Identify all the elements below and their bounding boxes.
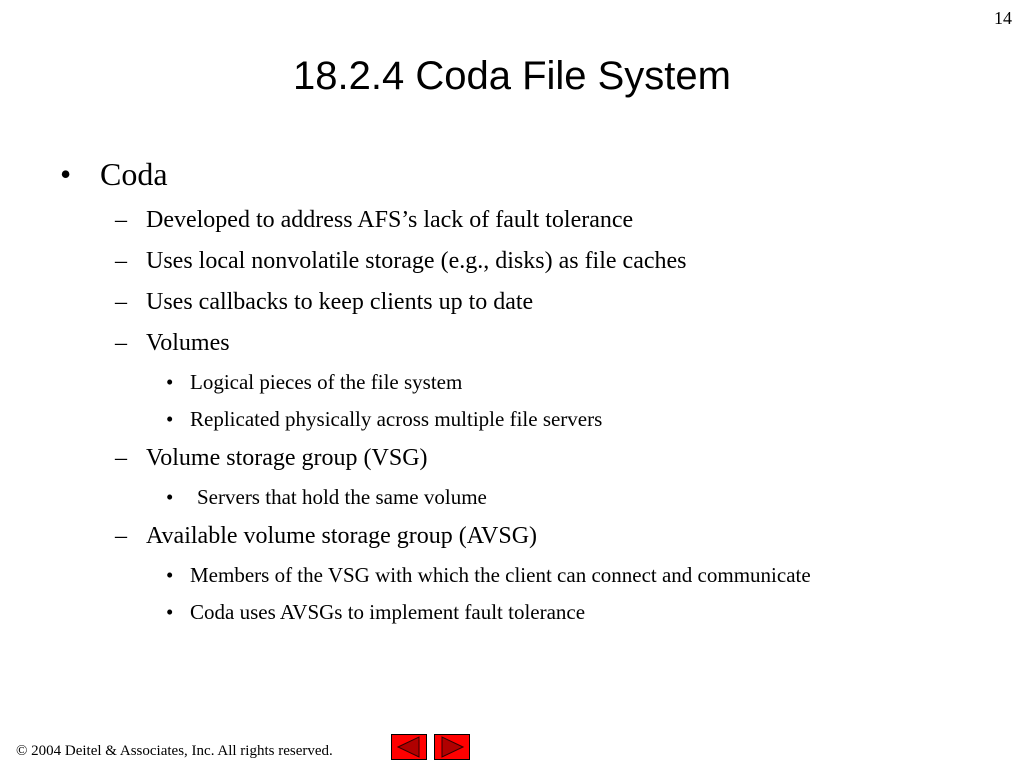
copyright-footer: © 2004 Deitel & Associates, Inc. All rights reserved.: [16, 743, 333, 759]
bullet-marker: –: [115, 207, 127, 233]
bullet-text: Logical pieces of the file system: [190, 370, 463, 394]
bullet-marker: •: [166, 370, 174, 394]
bullet-text: Developed to address AFS’s lack of fault tolerance: [146, 207, 634, 233]
bullet-text: Coda: [100, 156, 168, 192]
bullet-text: Volume storage group (VSG): [146, 445, 428, 471]
bullet-marker: •: [166, 485, 174, 509]
bullet-text: Uses local nonvolatile storage (e.g., disks) as file caches: [146, 248, 687, 274]
bullet-marker: •: [60, 156, 72, 192]
bullet-level-2: [0, 241, 1024, 282]
bullet-level-2: [0, 200, 1024, 241]
bullet-level-3: [0, 401, 1024, 438]
bullet-level-3: [0, 594, 1024, 631]
bullet-level-2: [0, 516, 1024, 557]
bullet-marker: •: [166, 600, 174, 624]
bullet-level-2: [0, 438, 1024, 479]
bullet-level-3: [0, 557, 1024, 594]
bullet-marker: –: [115, 289, 127, 315]
bullet-level-2: [0, 282, 1024, 323]
bullet-text: Servers that hold the same volume: [197, 485, 487, 509]
slide-title: 18.2.4 Coda File System: [293, 54, 731, 98]
bullet-marker: •: [166, 407, 174, 431]
bullet-marker: •: [166, 563, 174, 587]
bullet-level-3: [0, 364, 1024, 401]
bullet-marker: –: [115, 523, 127, 549]
bullet-text: Volumes: [146, 330, 230, 356]
bullet-level-3: [0, 479, 1024, 516]
bullet-marker: –: [115, 248, 127, 274]
bullet-text: Coda uses AVSGs to implement fault tolerance: [190, 600, 586, 624]
bullet-text: Available volume storage group (AVSG): [146, 523, 538, 549]
next-slide-icon: [434, 734, 470, 760]
previous-slide-icon: [391, 734, 427, 760]
bullet-text: Members of the VSG with which the client can connect and communicate: [190, 563, 811, 587]
next-slide-button[interactable]: [434, 734, 470, 760]
bullet-text: Uses callbacks to keep clients up to date: [146, 289, 534, 315]
bullet-level-2: [0, 323, 1024, 364]
previous-slide-button[interactable]: [391, 734, 427, 760]
slide-content: [0, 148, 1024, 631]
bullet-level-1: [0, 148, 1024, 200]
bullet-text: Replicated physically across multiple file servers: [190, 407, 603, 431]
page-number: 14: [994, 8, 1012, 28]
bullet-marker: –: [115, 330, 127, 356]
bullet-marker: –: [115, 445, 127, 471]
